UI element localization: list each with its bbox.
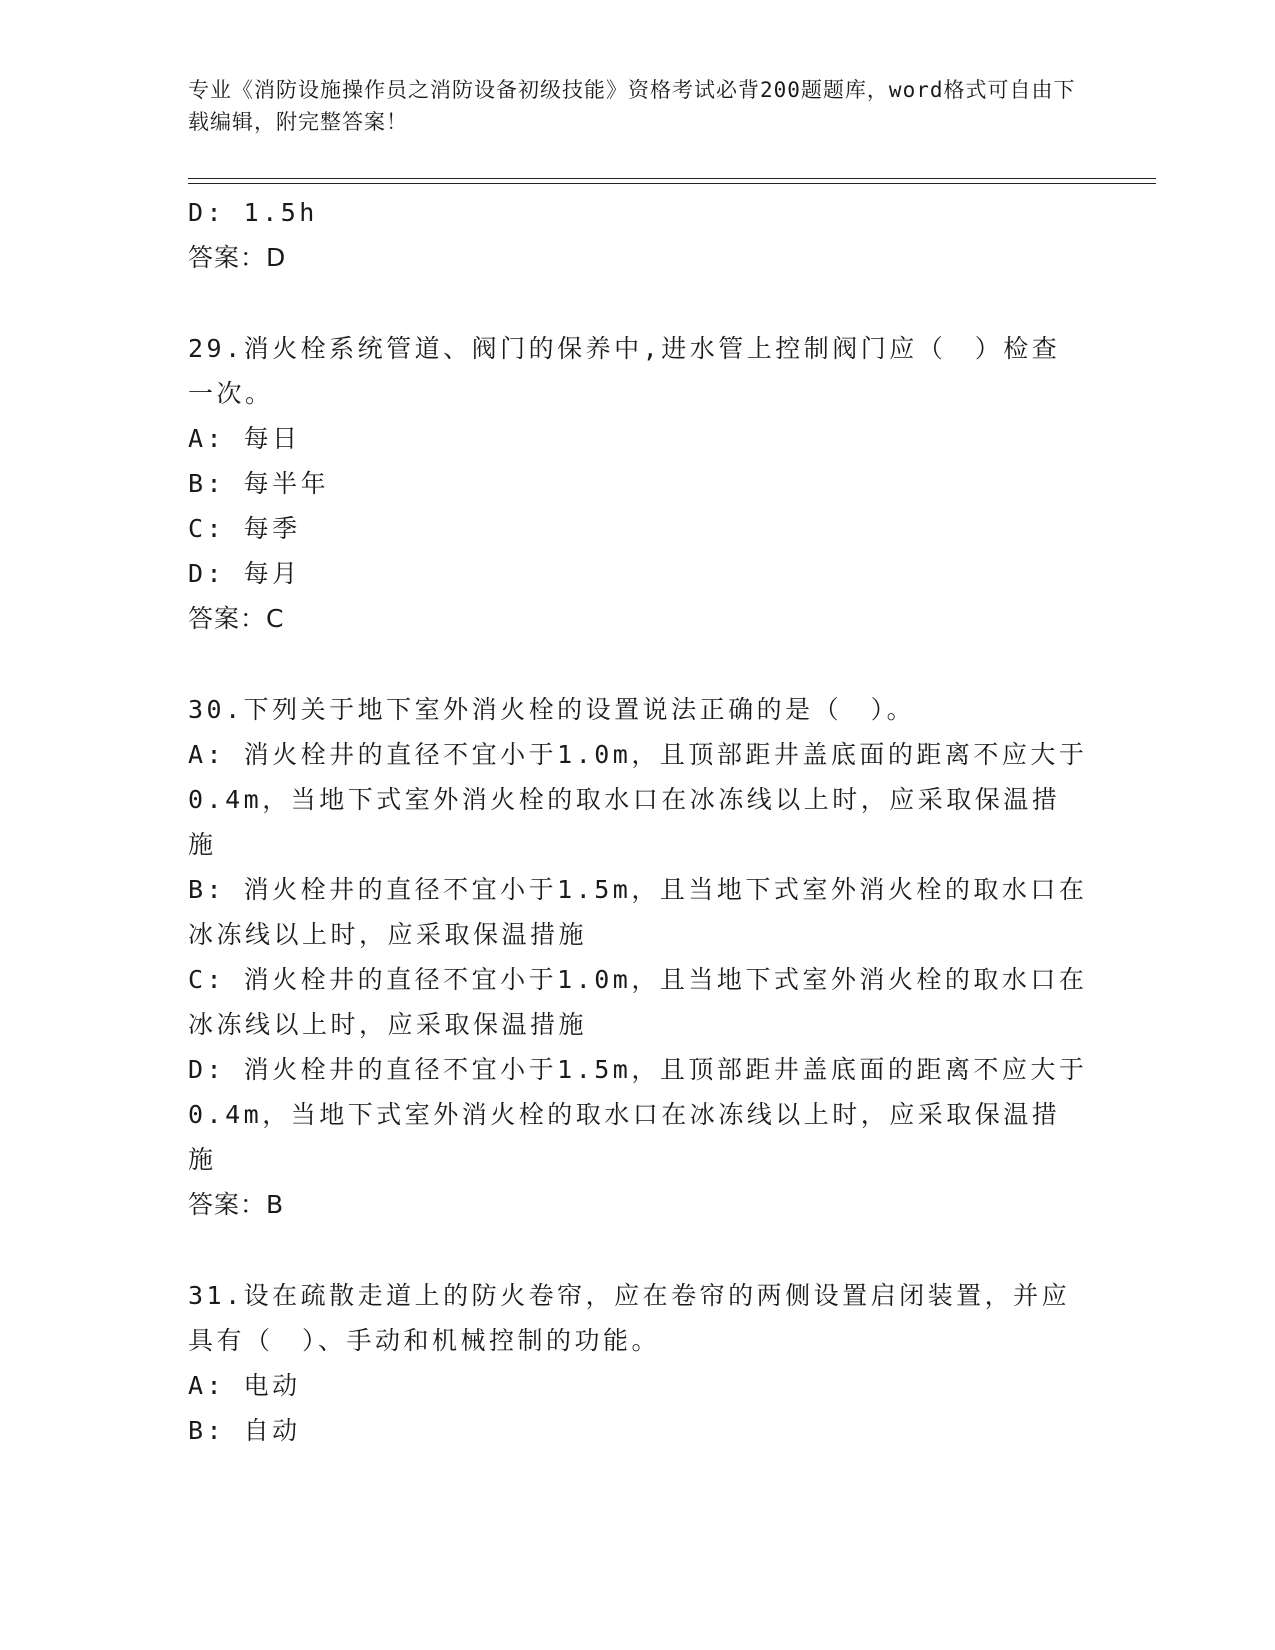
header-rule-top — [188, 178, 1156, 179]
prev-answer: 答案：D — [188, 243, 287, 272]
question-31-stem: 31.设在疏散走道上的防火卷帘，应在卷帘的两侧设置启闭装置，并应具有（ ）、手动和机械控制的功能。 — [188, 1281, 1071, 1355]
question-30-option-d: D: 消火栓井的直径不宜小于1.5m，且顶部距井盖底面的距离不应大于0.4m，当地下式室外消火栓的取水口在冰冻线以上时，应采取保温措施 — [188, 1055, 1088, 1174]
question-29-option-a: A: 每日 — [188, 424, 301, 453]
question-30-answer: 答案：B — [188, 1190, 285, 1219]
question-29-option-b: B: 每半年 — [188, 469, 330, 498]
question-31-option-a: A: 电动 — [188, 1371, 301, 1400]
question-29-answer: 答案：C — [188, 604, 285, 633]
question-29-option-d: D: 每月 — [188, 559, 301, 588]
spacer — [188, 641, 1088, 687]
spacer — [188, 1227, 1088, 1273]
question-30-option-a: A: 消火栓井的直径不宜小于1.0m，且顶部距井盖底面的距离不应大于0.4m，当地下式室外消火栓的取水口在冰冻线以上时，应采取保温措施 — [188, 740, 1088, 859]
document-header: 专业《消防设施操作员之消防设备初级技能》资格考试必背200题题库，word格式可自由下载编辑，附完整答案！ — [188, 78, 1076, 134]
question-30-stem: 30.下列关于地下室外消火栓的设置说法正确的是（ ）。 — [188, 695, 916, 724]
prev-option-d: D: 1.5h — [188, 198, 318, 227]
question-30-option-c: C: 消火栓井的直径不宜小于1.0m，且当地下式室外消火栓的取水口在冰冻线以上时，应采取保温措施 — [188, 965, 1088, 1039]
question-31-option-b: B: 自动 — [188, 1416, 301, 1445]
question-29-option-c: C: 每季 — [188, 514, 301, 543]
question-content — [188, 190, 1088, 1453]
question-29-stem: 29.消火栓系统管道、阀门的保养中,进水管上控制阀门应（ ）检查一次。 — [188, 334, 1061, 408]
spacer — [188, 280, 1088, 326]
question-30-option-b: B: 消火栓井的直径不宜小于1.5m，且当地下式室外消火栓的取水口在冰冻线以上时，应采取保温措施 — [188, 875, 1088, 949]
header-rule-bottom — [188, 183, 1156, 184]
